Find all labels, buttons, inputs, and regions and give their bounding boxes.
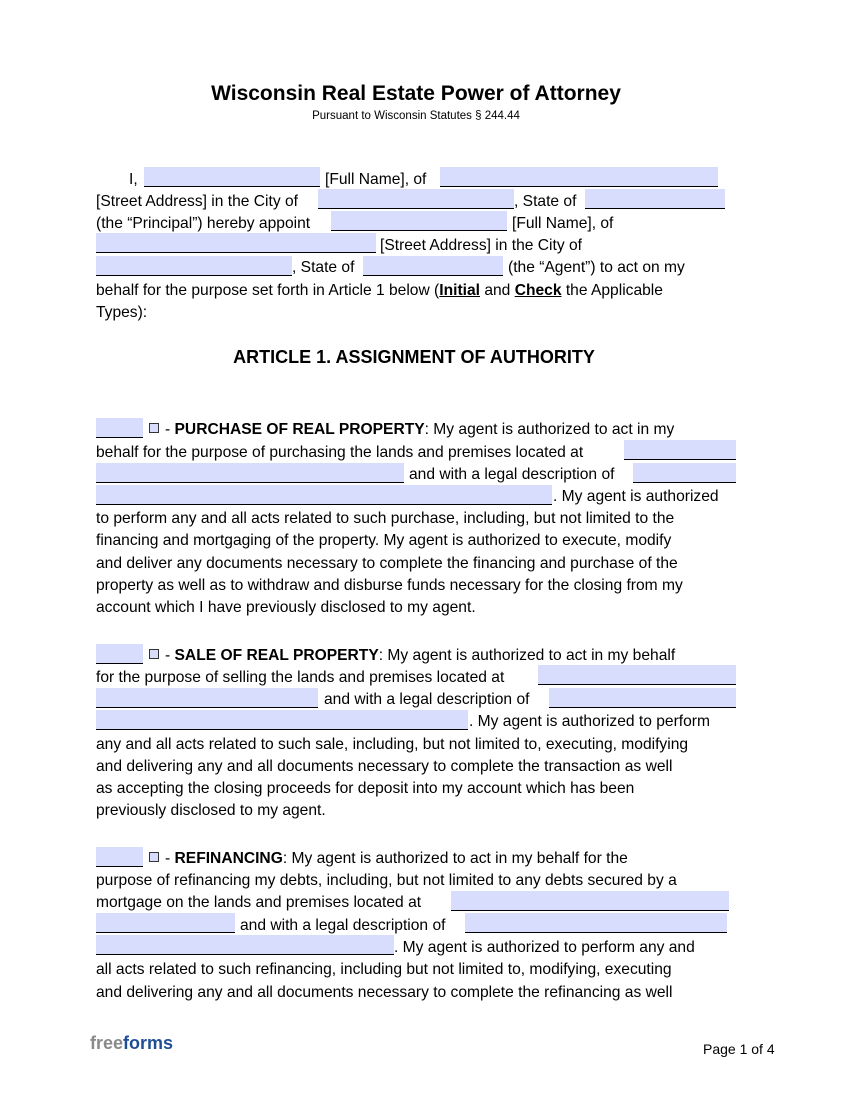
sale-location-field-cont[interactable] — [96, 688, 318, 708]
refi-line-5: . My agent is authorized to perform any and — [394, 939, 695, 956]
article-heading: ARTICLE 1. ASSIGNMENT OF AUTHORITY — [233, 347, 595, 367]
principal-street-field[interactable] — [440, 167, 718, 187]
agent-city-field[interactable] — [96, 256, 292, 276]
purchase-location-field[interactable] — [624, 440, 736, 460]
sale-legal-field-cont[interactable] — [96, 710, 468, 730]
intro-state-label: , State of — [514, 193, 577, 210]
intro-agent-label: (the “Agent”) to act on my — [508, 259, 685, 276]
purchase-location-field-cont[interactable] — [96, 463, 404, 483]
refi-line-4: and with a legal description of — [240, 917, 446, 934]
agent-street-field[interactable] — [96, 233, 376, 253]
refi-location-field-cont[interactable] — [96, 913, 235, 933]
sale-initial-field[interactable] — [96, 644, 143, 664]
purchase-line-6: financing and mortgaging of the property. My agent is authorized to execute, modify — [96, 532, 672, 549]
purchase-legal-field[interactable] — [633, 463, 736, 483]
sale-line-2: for the purpose of selling the lands and premises located at — [96, 669, 505, 686]
purchase-line-9: account which I have previously disclosed to my agent. — [96, 599, 476, 616]
sale-line-3: and with a legal description of — [324, 691, 530, 708]
sale-line-6: and delivering any and all documents necessary to complete the transaction as well — [96, 758, 673, 775]
purchase-initial-field[interactable] — [96, 418, 143, 438]
refi-legal-field-cont[interactable] — [96, 935, 394, 955]
intro-appoint-label: (the “Principal”) hereby appoint — [96, 215, 311, 232]
freeforms-logo: freeforms — [90, 1033, 174, 1053]
refi-legal-field[interactable] — [465, 913, 727, 933]
sale-line-1: - SALE OF REAL PROPERTY: My agent is authorized to act in my behalf — [165, 647, 676, 664]
intro-types-line: Types): — [96, 304, 148, 321]
sale-line-4: . My agent is authorized to perform — [469, 713, 710, 730]
refi-line-1: - REFINANCING: My agent is authorized to act in my behalf for the — [165, 850, 628, 867]
purchase-legal-field-cont[interactable] — [96, 485, 552, 505]
agent-name-field[interactable] — [331, 211, 507, 231]
purchase-line-5: to perform any and all acts related to such purchase, including, but not limited to the — [96, 510, 675, 527]
purchase-line-4: . My agent is authorized — [553, 488, 719, 505]
purchase-heading: PURCHASE OF REAL PROPERTY — [174, 421, 425, 438]
intro-purpose-line: behalf for the purpose set forth in Article 1 below (Initial and Check the Applicable — [96, 282, 663, 299]
purchase-line-3: and with a legal description of — [409, 466, 615, 483]
page-number: Page 1 of 4 — [703, 1041, 775, 1057]
sale-heading: SALE OF REAL PROPERTY — [174, 647, 379, 664]
purchase-checkbox[interactable] — [149, 423, 159, 433]
intro-agent-state-label: , State of — [292, 259, 355, 276]
sale-line-5: any and all acts related to such sale, including, but not limited to, executing, modifying — [96, 736, 689, 753]
refi-location-field[interactable] — [451, 891, 729, 911]
refi-checkbox[interactable] — [149, 852, 159, 862]
principal-state-field[interactable] — [585, 189, 725, 209]
intro-fullname-label: [Full Name], of — [325, 171, 427, 188]
purchase-line-1: - PURCHASE OF REAL PROPERTY: My agent is authorized to act in my — [165, 421, 675, 438]
agent-state-field[interactable] — [363, 256, 503, 276]
sale-line-7: as accepting the closing proceeds for deposit into my account which has been — [96, 780, 635, 797]
sale-location-field[interactable] — [538, 665, 736, 685]
document-title: Wisconsin Real Estate Power of Attorney — [211, 82, 621, 105]
sale-line-8: previously disclosed to my agent. — [96, 802, 326, 819]
purchase-line-7: and deliver any documents necessary to complete the financing and purchase of the — [96, 555, 678, 572]
document-subtitle: Pursuant to Wisconsin Statutes § 244.44 — [312, 110, 520, 122]
purchase-line-2: behalf for the purpose of purchasing the lands and premises located at — [96, 444, 584, 461]
intro-i: I, — [129, 171, 138, 188]
intro-agent-street-label: [Street Address] in the City of — [380, 237, 582, 254]
sale-checkbox[interactable] — [149, 649, 159, 659]
intro-street-label: [Street Address] in the City of — [96, 193, 298, 210]
principal-name-field[interactable] — [144, 167, 320, 187]
sale-legal-field[interactable] — [549, 688, 736, 708]
purchase-line-8: property as well as to withdraw and disburse funds necessary for the closing from my — [96, 577, 683, 594]
refi-line-2: purpose of refinancing my debts, including, but not limited to any debts secured by a — [96, 872, 677, 889]
refi-initial-field[interactable] — [96, 847, 143, 867]
refi-line-7: and delivering any and all documents necessary to complete the refinancing as well — [96, 984, 673, 1001]
intro-agent-fullname-label: [Full Name], of — [512, 215, 614, 232]
refi-heading: REFINANCING — [174, 850, 283, 867]
principal-city-field[interactable] — [318, 189, 514, 209]
refi-line-6: all acts related to such refinancing, including but not limited to, modifying, executing — [96, 961, 672, 978]
refi-line-3: mortgage on the lands and premises located at — [96, 894, 422, 911]
